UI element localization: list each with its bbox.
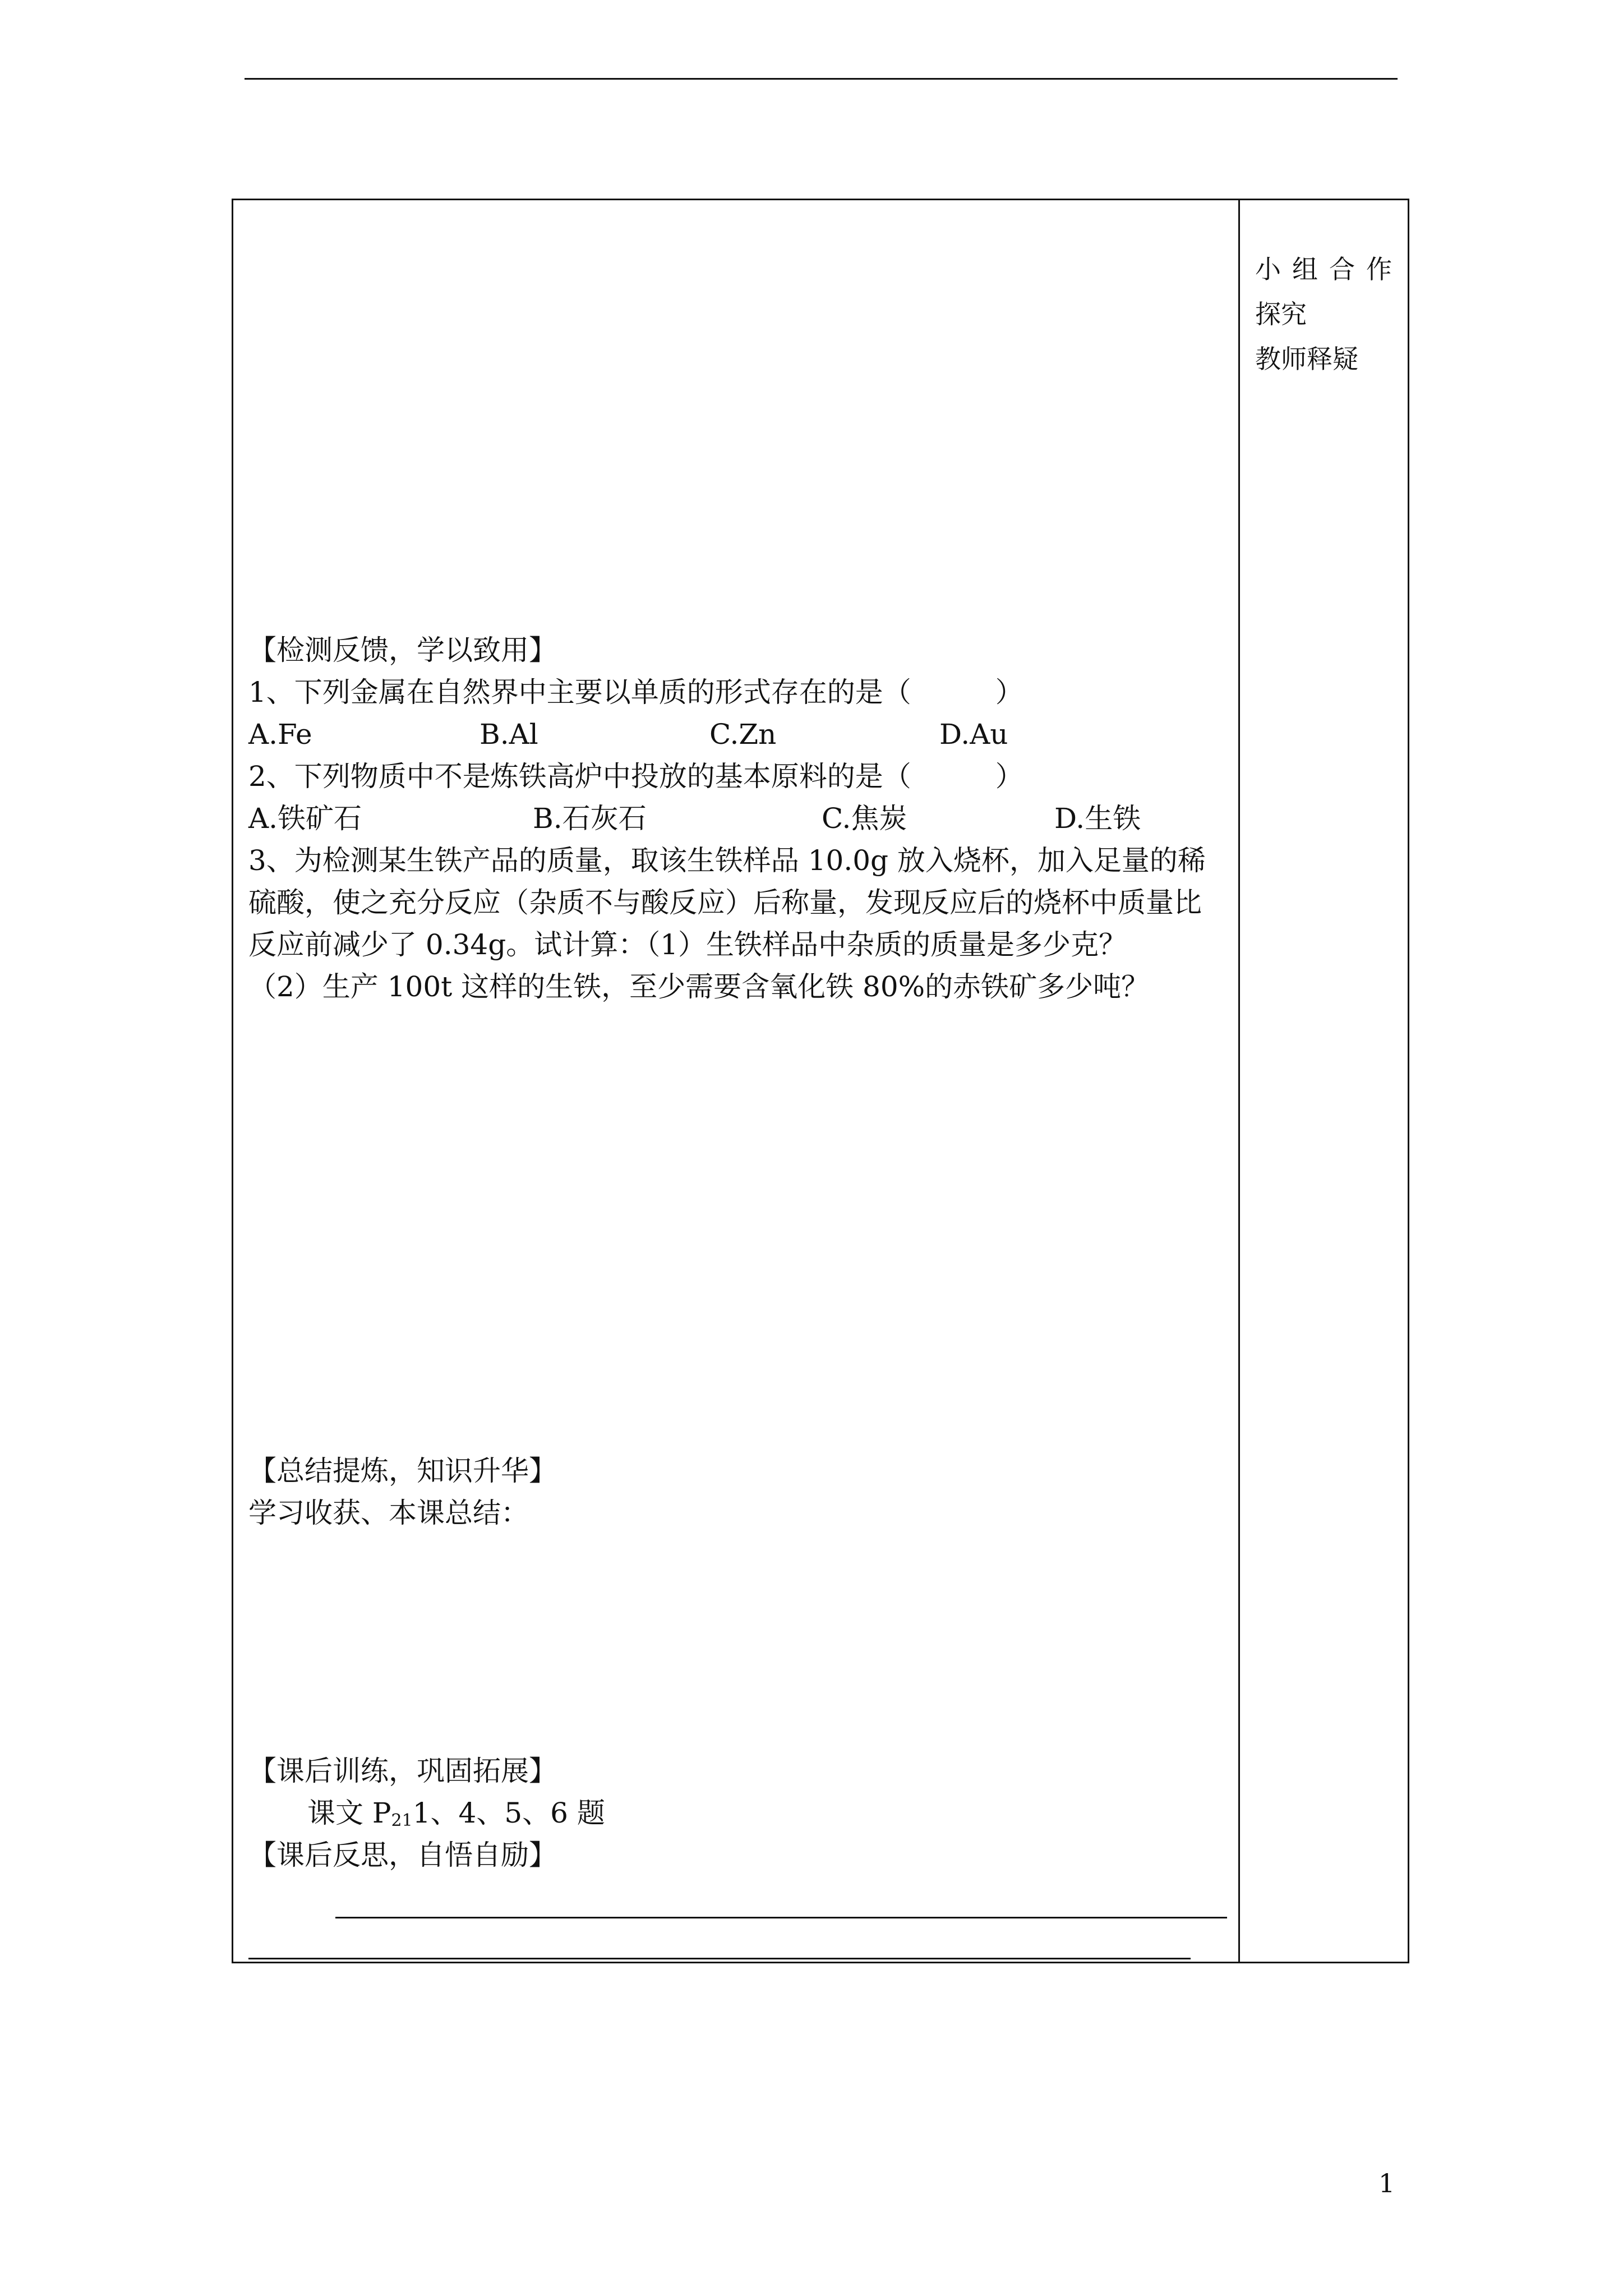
question-1: 1、下列金属在自然界中主要以单质的形式存在的是（ ）: [248, 676, 1023, 708]
q1-option-d: D.Au: [939, 718, 1008, 751]
question-3-line-3: 反应前减少了 0.34g。试计算：（1）生铁样品中杂质的质量是多少克？: [248, 928, 1127, 961]
q2-option-c: C.焦炭: [822, 802, 907, 835]
question-3-line-1: 3、为检测某生铁产品的质量，取该生铁样品 10.0g 放入烧杯，加入足量的稀: [248, 844, 1206, 877]
reflection-line-1: [335, 1917, 1227, 1918]
summary-line: 学习收获、本课总结：: [248, 1497, 529, 1529]
page-number: 1: [1378, 2168, 1395, 2198]
q1-option-c: C.Zn: [709, 718, 777, 751]
q2-option-a: A.铁矿石: [248, 802, 362, 835]
feedback-heading: 【检测反馈，学以致用】: [248, 634, 557, 666]
homework-page-subscript: 21: [391, 1811, 413, 1830]
column-divider: [1238, 199, 1240, 1963]
header-rule: [245, 78, 1398, 80]
summary-heading: 【总结提炼，知识升华】: [248, 1455, 557, 1487]
reflection-line-2: [248, 1958, 1191, 1959]
question-3-line-4: （2）生产 100t 这样的生铁，至少需要含氧化铁 80%的赤铁矿多少吨？: [248, 970, 1150, 1003]
q2-option-d: D.生铁: [1054, 802, 1141, 835]
table-frame: [232, 199, 1409, 1963]
homework-text-prefix: 课文 P: [307, 1797, 391, 1829]
side-line-3: 教师释疑: [1255, 344, 1358, 374]
side-line-1: 小组合作: [1255, 254, 1403, 284]
question-3-line-2: 硫酸，使之充分反应（杂质不与酸反应）后称量，发现反应后的烧杯中质量比: [248, 886, 1202, 919]
homework-text-suffix: 1、4、5、6 题: [412, 1797, 605, 1829]
reflection-heading: 【课后反思，自悟自励】: [248, 1839, 557, 1871]
q2-option-b: B.石灰石: [533, 802, 647, 835]
side-column: [1255, 247, 1403, 381]
side-line-2: 探究: [1255, 299, 1307, 329]
q1-option-a: A.Fe: [248, 718, 312, 751]
q1-option-b: B.Al: [479, 718, 538, 751]
homework-heading: 【课后训练，巩固拓展】: [248, 1755, 557, 1787]
question-2: 2、下列物质中不是炼铁高炉中投放的基本原料的是（ ）: [248, 760, 1023, 793]
